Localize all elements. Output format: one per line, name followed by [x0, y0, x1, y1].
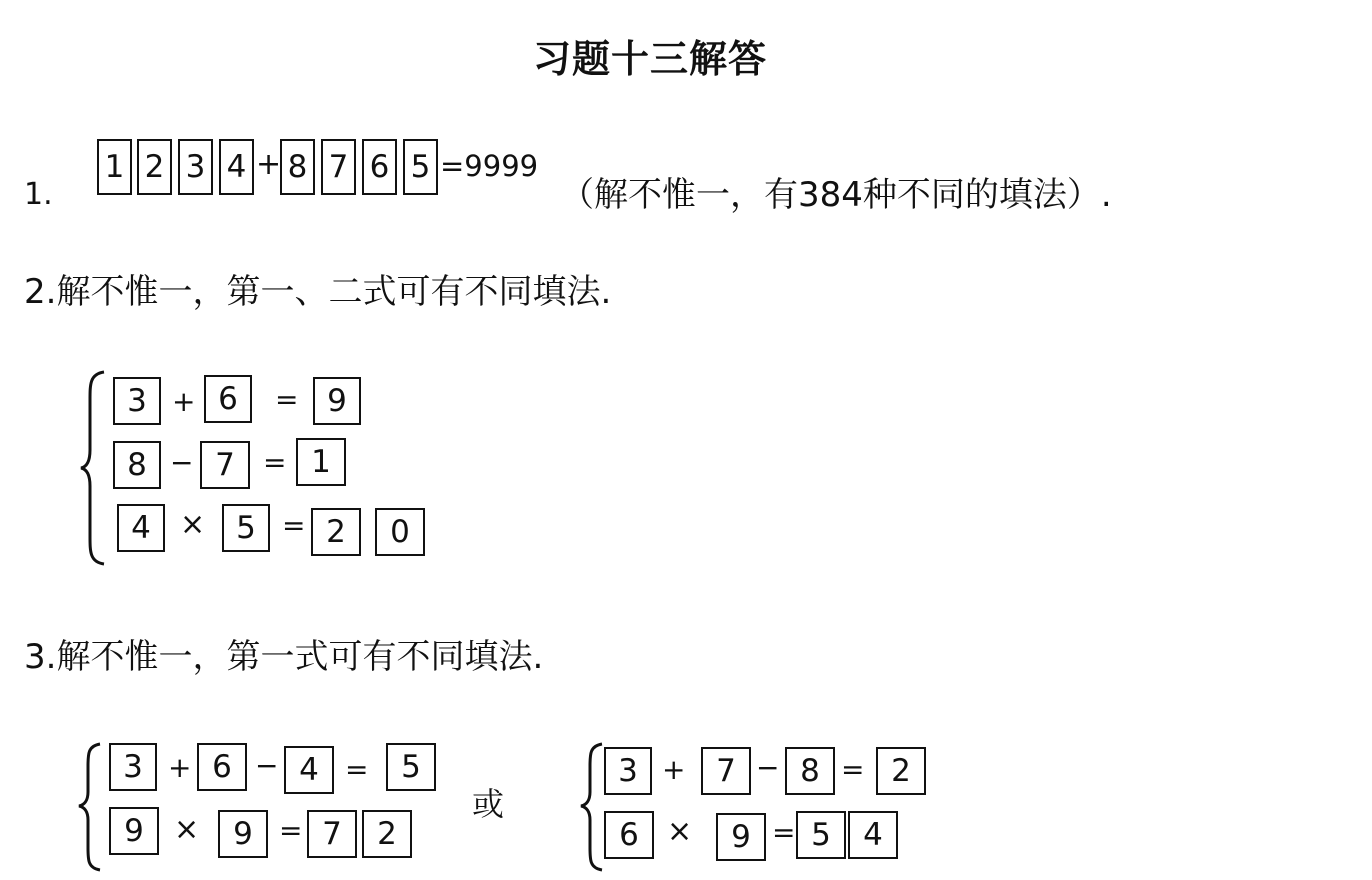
- p1-digit-box: 8: [280, 139, 315, 195]
- p3-equals: =: [279, 814, 303, 847]
- p3-answer-box: 6: [604, 811, 654, 859]
- problem-2-heading: 2.解不惟一，第一、二式可有不同填法.: [24, 272, 612, 312]
- p3-answer-box: 7: [307, 810, 357, 858]
- left-brace-icon: [76, 742, 104, 872]
- p2-equals: =: [263, 446, 287, 479]
- problem-3-heading: 3.解不惟一，第一式可有不同填法.: [24, 637, 544, 677]
- p3-operator: +: [662, 753, 686, 786]
- p1-plus-sign: +: [256, 147, 282, 182]
- p2-answer-box: 0: [375, 508, 425, 556]
- p2-answer-box: 7: [200, 441, 250, 489]
- page-title: 习题十三解答: [532, 37, 767, 81]
- p2-answer-box: 9: [313, 377, 361, 425]
- p2-equals: =: [282, 509, 306, 542]
- p1-digit-box: 7: [321, 139, 356, 195]
- p3-answer-box: 2: [362, 810, 412, 858]
- p1-note: （解不惟一，有384种不同的填法）.: [560, 175, 1112, 215]
- left-brace-icon: [578, 742, 606, 872]
- p3-equals: =: [772, 816, 796, 849]
- p3-operator: +: [168, 751, 192, 784]
- p1-digit-box: 3: [178, 139, 213, 195]
- p3-answer-box: 9: [109, 807, 159, 855]
- p3-operator: −: [756, 751, 780, 784]
- p2-equals: =: [275, 383, 299, 416]
- p3-answer-box: 6: [197, 743, 247, 791]
- p2-operator: ×: [180, 507, 206, 542]
- p2-operator: −: [170, 446, 194, 479]
- p2-answer-box: 3: [113, 377, 161, 425]
- or-label: 或: [472, 785, 505, 823]
- p3-answer-box: 5: [386, 743, 436, 791]
- p2-answer-box: 5: [222, 504, 270, 552]
- p3-answer-box: 4: [284, 746, 334, 794]
- p3-operator: ×: [667, 814, 693, 849]
- p3-operator: −: [255, 749, 279, 782]
- left-brace-icon: [78, 370, 108, 566]
- p2-answer-box: 6: [204, 375, 252, 423]
- p2-answer-box: 8: [113, 441, 161, 489]
- p3-answer-box: 5: [796, 811, 846, 859]
- p1-digit-box: 5: [403, 139, 438, 195]
- p3-answer-box: 3: [604, 747, 652, 795]
- problem-1-number: 1.: [24, 177, 53, 212]
- p3-answer-box: 2: [876, 747, 926, 795]
- p3-answer-box: 9: [218, 810, 268, 858]
- p3-equals: =: [345, 753, 369, 786]
- p2-operator: +: [172, 385, 196, 418]
- p1-digit-box: 6: [362, 139, 397, 195]
- p3-answer-box: 4: [848, 811, 898, 859]
- p1-digit-box: 2: [137, 139, 172, 195]
- p1-digit-box: 1: [97, 139, 132, 195]
- p2-answer-box: 4: [117, 504, 165, 552]
- p3-answer-box: 9: [716, 813, 766, 861]
- p3-answer-box: 7: [701, 747, 751, 795]
- p3-answer-box: 8: [785, 747, 835, 795]
- p3-answer-box: 3: [109, 743, 157, 791]
- p2-answer-box: 2: [311, 508, 361, 556]
- p2-answer-box: 1: [296, 438, 346, 486]
- p1-result: =9999: [440, 149, 539, 183]
- p3-equals: =: [841, 753, 865, 786]
- p1-digit-box: 4: [219, 139, 254, 195]
- p3-operator: ×: [174, 812, 200, 847]
